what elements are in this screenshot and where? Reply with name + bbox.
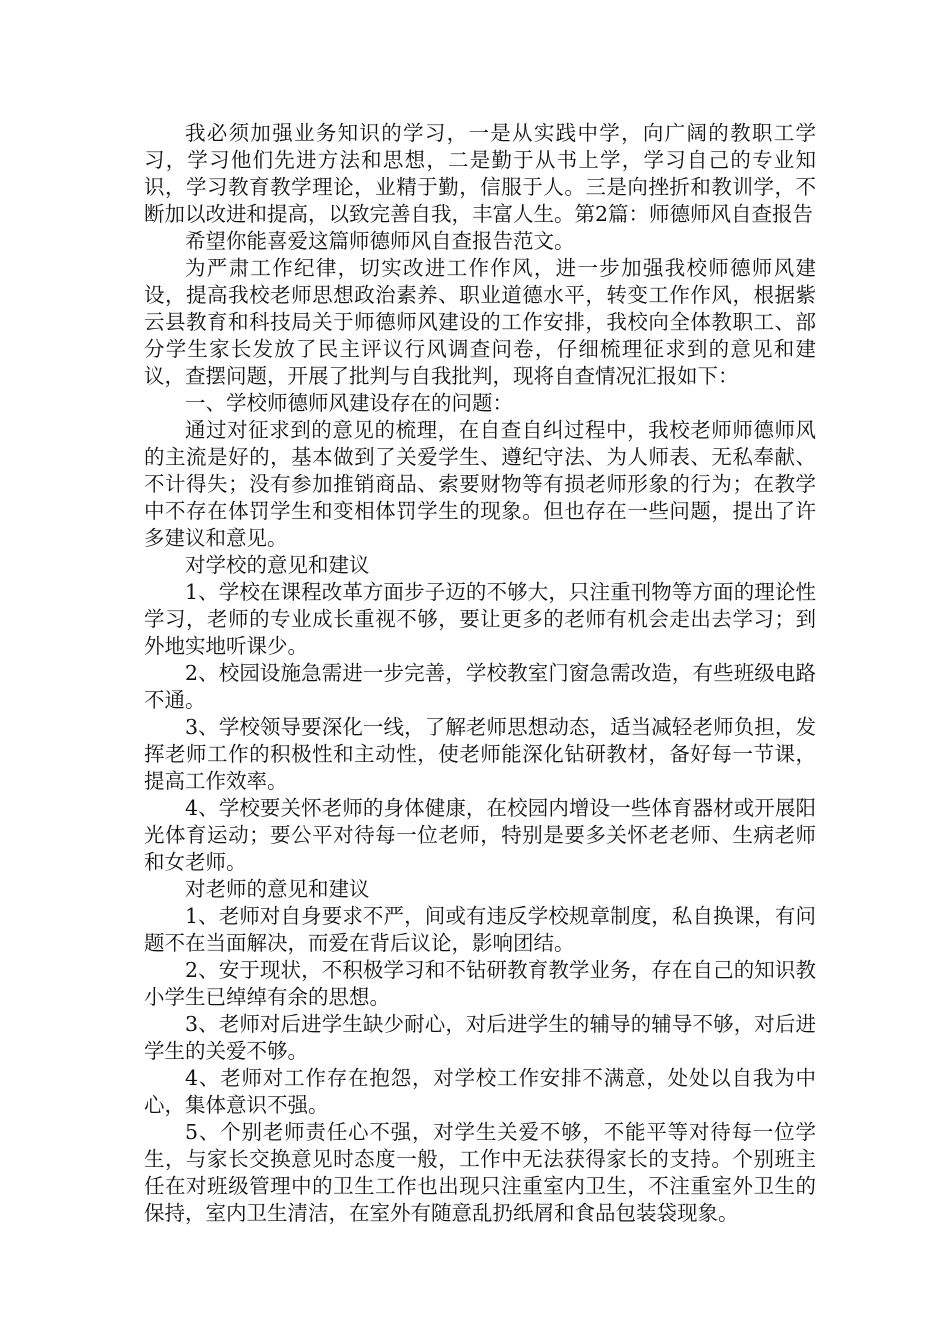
subsection-heading: 对老师的意见和建议 bbox=[185, 877, 370, 901]
document-body bbox=[144, 120, 816, 1227]
list-item: 2、安于现状，不积极学习和不钻研教育教学业务，存在自己的知识教小学生已绰绰有余的思想。 bbox=[144, 958, 816, 1009]
paragraph: 通过对征求到的意见的梳理，在自查自纠过程中，我校老师师德师风的主流是好的，基本做到了关爱学生、遵纪守法、为人师表、无私奉献、不计得失；没有参加推销商品、索要财物等有损老师形象的行为；在教学中不存在体罚学生和变相体罚学生的现象。但也存在一些问题，提出了许多建议和意见。 bbox=[144, 418, 816, 550]
list-item: 4、老师对工作存在抱怨，对学校工作安排不满意，处处以自我为中心，集体意识不强。 bbox=[144, 1066, 816, 1117]
list-item: 3、老师对后进学生缺少耐心，对后进学生的辅导的辅导不够，对后进学生的关爱不够。 bbox=[144, 1012, 816, 1063]
list-item: 2、校园设施急需进一步完善，学校教室门窗急需改造，有些班级电路不通。 bbox=[144, 661, 816, 712]
list-item: 4、学校要关怀老师的身体健康，在校园内增设一些体育器材或开展阳光体育运动；要公平对待每一位老师，特别是要多关怀老老师、生病老师和女老师。 bbox=[144, 796, 816, 874]
list-item: 3、学校领导要深化一线，了解老师思想动态，适当减轻老师负担，发挥老师工作的积极性和主动性，使老师能深化钻研教材，备好每一节课，提高工作效率。 bbox=[144, 715, 816, 793]
paragraph: 为严肃工作纪律，切实改进工作作风，进一步加强我校师德师风建设，提高我校老师思想政治素养、职业道德水平，转变工作作风，根据紫云县教育和科技局关于师德师风建设的工作安排，我校向全体教职工、部分学生家长发放了民主评议行风调查问卷，仔细梳理征求到的意见和建议，查摆问题，开展了批判与自我批判，现将自查情况汇报如下： bbox=[144, 256, 816, 388]
section-heading: 一、学校师德师风建设存在的问题： bbox=[185, 391, 513, 415]
paragraph: 希望你能喜爱这篇师德师风自查报告范文。 bbox=[185, 229, 575, 253]
list-item: 1、学校在课程改革方面步子迈的不够大，只注重刊物等方面的理论性学习，老师的专业成长重视不够，要让更多的老师有机会走出去学习；到外地实地听课少。 bbox=[144, 580, 816, 658]
list-item: 5、个别老师责任心不强，对学生关爱不够，不能平等对待每一位学生，与家长交换意见时态度一般，工作中无法获得家长的支持。个别班主任在对班级管理中的卫生工作也出现只注重室内卫生，不注重室外卫生的保持，室内卫生清洁，在室外有随意乱扔纸屑和食品包装袋现象。 bbox=[144, 1120, 816, 1225]
subsection-heading: 对学校的意见和建议 bbox=[185, 553, 370, 577]
list-item: 1、老师对自身要求不严，间或有违反学校规章制度，私自换课，有问题不在当面解决，而爱在背后议论，影响团结。 bbox=[144, 904, 816, 955]
paragraph: 我必须加强业务知识的学习，一是从实践中学，向广阔的教职工学习，学习他们先进方法和思想，二是勤于从书上学，学习自己的专业知识，学习教育教学理论，业精于勤，信服于人。三是向挫折和教训学，不断加以改进和提高，以致完善自我，丰富人生。第2篇：师德师风自查报告 bbox=[144, 121, 816, 226]
